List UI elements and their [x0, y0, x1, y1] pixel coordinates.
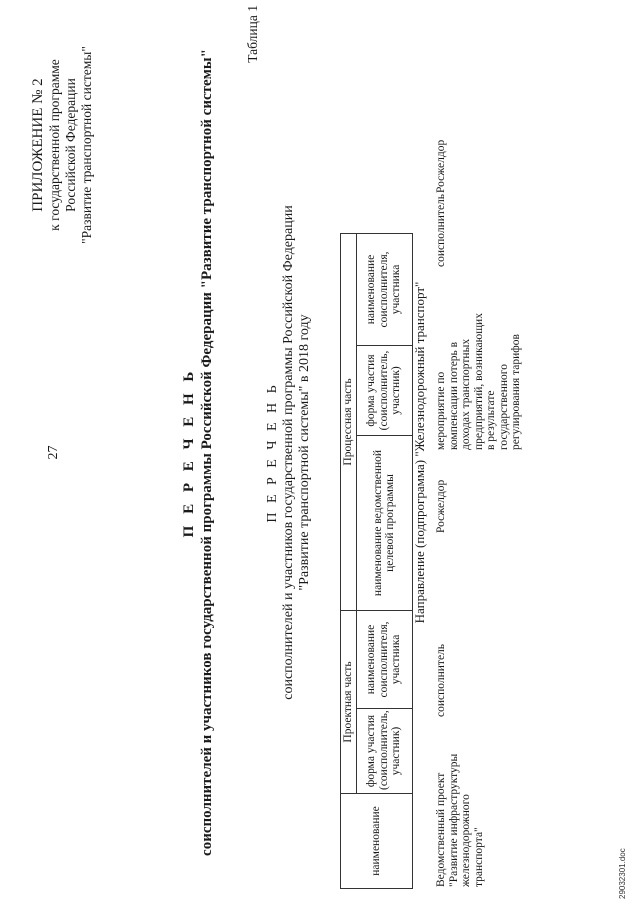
measure-line: доходах транспортных — [460, 338, 472, 450]
measure-line: государственного — [497, 364, 510, 450]
measure-cell — [435, 313, 523, 450]
process-form-cell: соисполнитель — [435, 193, 447, 267]
appendix-line: к государственной программе — [47, 59, 62, 231]
header-program-name: наименование ведомственной целевой программы — [356, 435, 412, 610]
appendix-line: Российской Федерации — [63, 78, 78, 212]
main-title-line: соисполнителей и участников государственной программы Российской Федерации "Развитие транспортной системы" — [199, 49, 215, 856]
header-project-participant: наименование соисполнителя, участника — [356, 610, 412, 708]
table-title-word: П Е Р Е Ч Е Н Ь — [265, 382, 280, 523]
process-participant-cell: Росжелдор — [435, 139, 447, 193]
header-project-form: форма участия (соисполнитель, участник) — [356, 709, 412, 794]
project-name-line: "Развитие инфраструктуры — [447, 753, 460, 887]
table-title-line: "Развитие транспортной системы" в 2018 году — [297, 314, 312, 591]
measure-line: мероприятие по — [435, 371, 447, 450]
appendix-title: ПРИЛОЖЕНИЕ № 2 — [30, 78, 46, 212]
project-name-line: железнодорожного — [460, 794, 472, 887]
header-process-participant: наименование соисполнителя, участника — [356, 233, 412, 345]
project-name-line: Ведомственный проект — [435, 772, 447, 887]
measure-line: регулирования тарифов — [510, 334, 522, 450]
appendix-line: "Развитие транспортной системы" — [79, 46, 94, 244]
table-label: Таблица 1 — [245, 5, 260, 63]
measure-line: предприятий, возникающих — [472, 313, 485, 450]
header-name: наименование — [341, 794, 413, 889]
header-project-part: Проектная часть — [341, 610, 357, 793]
main-title-word: П Е Р Е Ч Е Н Ь — [181, 367, 197, 538]
header-process-part: Процессная часть — [341, 233, 357, 610]
project-form-cell: соисполнитель — [435, 643, 447, 717]
appendix-header — [30, 5, 95, 285]
header-spacer — [341, 18, 413, 233]
measure-line: в результате — [485, 390, 497, 450]
measure-line: компенсации потерь в — [447, 341, 460, 450]
header-process-form: форма участия (соисполнитель, участник) — [356, 345, 412, 435]
table-title — [265, 0, 313, 905]
project-participant-cell: Росжелдор — [435, 479, 447, 533]
participants-table — [340, 18, 413, 889]
page-number: 27 — [46, 445, 61, 460]
project-name-line: транспорта" — [472, 827, 485, 887]
main-title — [180, 0, 216, 905]
table-title-line: соисполнителей и участников государственной программы Российской Федерации — [281, 205, 296, 700]
section-heading: Направление (подпрограмма) "Железнодорожный транспорт" — [412, 281, 427, 624]
project-name-cell — [435, 754, 485, 887]
footer-filename: 29032301.doc — [618, 848, 627, 899]
